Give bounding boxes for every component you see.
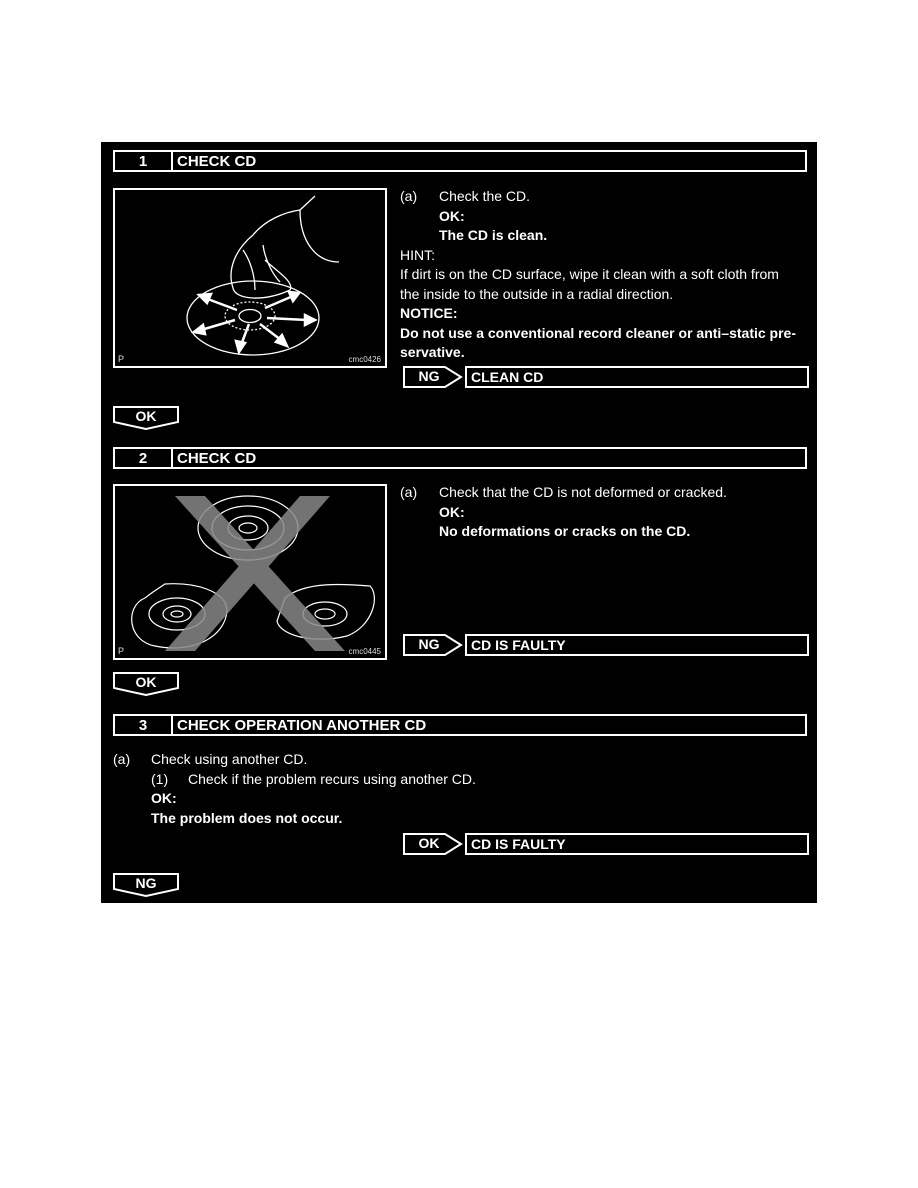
step-1-ok-next-tag[interactable]: OK: [113, 406, 179, 430]
item-text: Check the CD.: [439, 188, 531, 204]
result-box: CD IS FAULTY: [465, 634, 809, 656]
deformed-cd-icon: [115, 486, 385, 658]
figure-code: cmc0445: [348, 647, 381, 656]
ok-label: OK:: [439, 503, 465, 520]
notice-line-1: Do not use a conventional record cleaner or anti–static pre-: [400, 324, 796, 341]
ok-text: No deformations or cracks on the CD.: [439, 523, 691, 539]
figure-corner-label: P: [118, 354, 125, 364]
notice-line-2: servative.: [400, 344, 465, 360]
notice-label: NOTICE:: [400, 305, 458, 321]
step-3-instruction: [113, 750, 476, 828]
ok-label: OK:: [439, 207, 465, 224]
step-3-header: [113, 714, 807, 736]
step-title: CHECK OPERATION ANOTHER CD: [177, 716, 427, 734]
ng-arrow-tag: NG: [403, 634, 463, 656]
ng-arrow-tag: NG: [403, 366, 463, 388]
ok-label: OK:: [151, 790, 177, 806]
ok-arrow-tag: OK: [403, 833, 463, 855]
item-label: (a): [400, 188, 418, 204]
sub-text: Check if the problem recurs using another CD.: [188, 770, 476, 787]
step-title: CHECK CD: [177, 152, 257, 170]
step-number: 1: [115, 152, 173, 170]
cd-cleaning-icon: [115, 190, 385, 366]
item-text: Check that the CD is not deformed or cracked.: [439, 484, 727, 500]
step-title: CHECK CD: [177, 449, 257, 467]
cd-cleaning-figure: [113, 188, 387, 368]
step-1-ng-result[interactable]: [403, 366, 809, 388]
item-text: Check using another CD.: [151, 751, 308, 767]
item-label: (a): [400, 484, 418, 500]
step-2-instruction: [400, 483, 727, 542]
deformed-cd-figure: [113, 484, 387, 660]
step-number: 3: [115, 716, 173, 734]
figure-code: cmc0426: [348, 355, 381, 364]
ok-text: The problem does not occur.: [151, 809, 343, 826]
item-label: (a): [113, 751, 131, 767]
step-2-header: [113, 447, 807, 469]
step-number: 2: [115, 449, 173, 467]
hint-line-1: If dirt is on the CD surface, wipe it clean with a soft cloth from: [400, 266, 779, 282]
step-1-header: [113, 150, 807, 172]
ok-text: The CD is clean.: [439, 227, 548, 243]
hint-line-2: the inside to the outside in a radial direction.: [400, 285, 674, 302]
step-1-instruction: [400, 187, 796, 363]
procedure-panel: [101, 142, 817, 903]
step-2-ng-result[interactable]: [403, 634, 809, 656]
sub-label: (1): [151, 770, 169, 787]
result-box: CLEAN CD: [465, 366, 809, 388]
hint-label: HINT:: [400, 246, 435, 263]
step-3-ok-result[interactable]: [403, 833, 809, 855]
step-3-ng-next-tag[interactable]: NG: [113, 873, 179, 897]
step-2-ok-next-tag[interactable]: OK: [113, 672, 179, 696]
result-box: CD IS FAULTY: [465, 833, 809, 855]
figure-corner-label: P: [118, 646, 125, 656]
